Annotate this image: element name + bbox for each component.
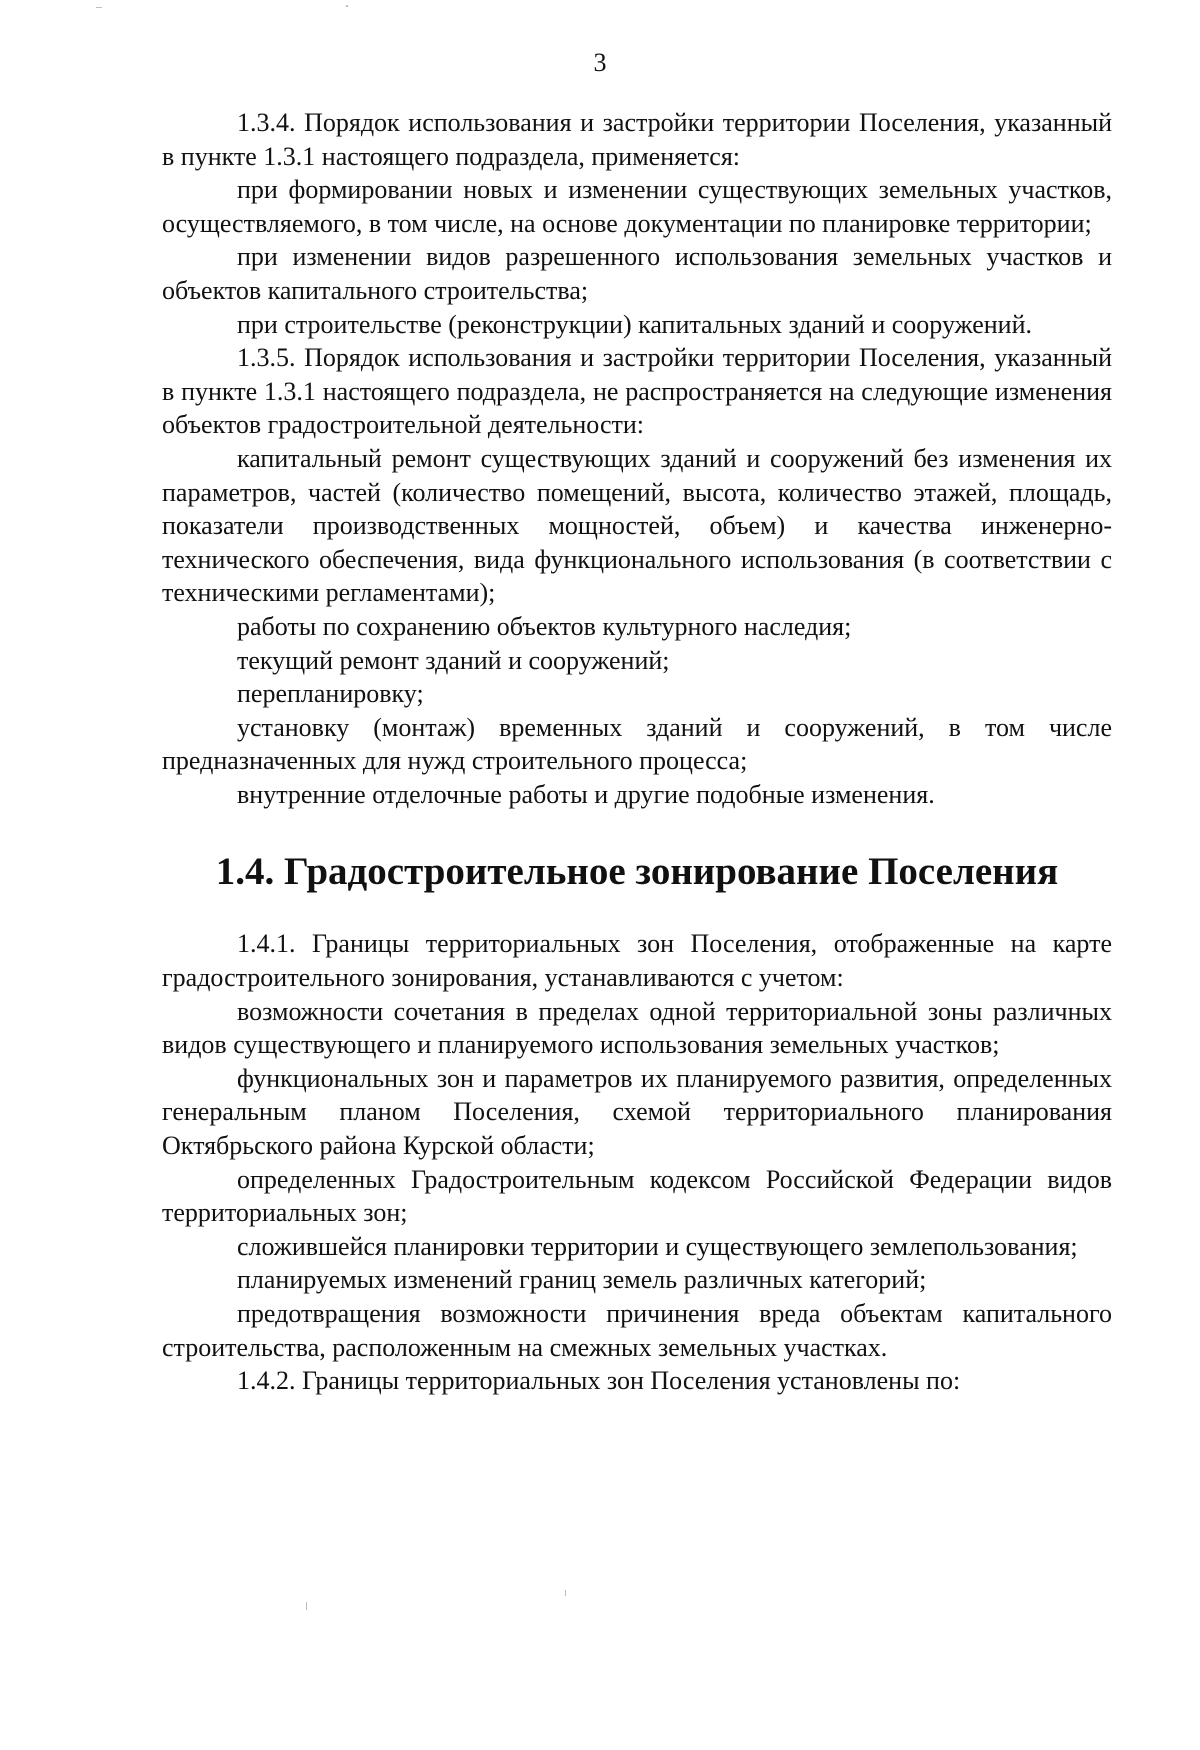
list-item-category-changes: планируемых изменений границ земель различных категорий;	[237, 1265, 927, 1295]
list-item-current-repair: текущий ремонт зданий и сооружений;	[237, 645, 670, 675]
list-item-harm-prevention: предотвращения возможности причинения вреда объектам капитального строительства, расположенным на смежных земельных участках.	[162, 1299, 1112, 1362]
list-item-combination-possibility: возможности сочетания в пределах одной территориальной зоны различных видов существующего и планируемого использования земельных участков;	[162, 996, 1112, 1060]
list-item-replanning: перепланировку;	[237, 679, 424, 709]
list-item-changing-use: при изменении видов разрешенного использования земельных участков и объектов капитального строительства;	[162, 242, 1112, 305]
scan-artifact	[306, 1602, 307, 1610]
document-body	[162, 106, 1112, 1398]
list-item-heritage-works: работы по сохранению объектов культурного наследия;	[237, 611, 852, 641]
list-item-functional-zones: функциональных зон и параметров их планируемого развития, определенных генеральным планом Поселения, схемой территориального планирования Октябрьского района Курской области;	[162, 1063, 1112, 1161]
list-item-capital-repair: капитальный ремонт существующих зданий и сооружений без изменения их параметров, частей (количество помещений, высота, количество этажей, площадь, показатели производственных мощностей, объем) и качества инженерно-технического обеспечения, вида функционального использования (в соответствии с техническими регламентами);	[162, 443, 1112, 608]
paragraph-1-4-1: 1.4.1. Границы территориальных зон Поселения, отображенные на карте градостроительного зонирования, устанавливаются с учетом:	[162, 929, 1112, 993]
section-heading-1-4: 1.4. Градостроительное зонирование Поселения	[215, 850, 1059, 894]
scan-artifact	[96, 7, 102, 8]
paragraph-1-3-5: 1.3.5. Порядок использования и застройки территории Поселения, указанный в пункте 1.3.1 настоящего подраздела, не распространяется на следующие изменения объектов градостроительной деятельности:	[162, 343, 1112, 440]
scan-artifact	[346, 5, 348, 7]
paragraph-1-4-2: 1.4.2. Границы территориальных зон Поселения установлены по:	[237, 1366, 961, 1396]
list-item-interior-works: внутренние отделочные работы и другие подобные изменения.	[237, 779, 935, 809]
scan-artifact	[565, 1590, 566, 1596]
list-item-temporary-buildings: установку (монтаж) временных зданий и сооружений, в том числе предназначенных для нужд строительного процесса;	[162, 712, 1112, 776]
page-number: 3	[593, 48, 607, 77]
list-item-forming-plots: при формировании новых и изменении существующих земельных участков, осуществляемого, в том числе, на основе документации по планировке территории;	[162, 175, 1112, 238]
paragraph-1-3-4: 1.3.4. Порядок использования и застройки территории Поселения, указанный в пункте 1.3.1 настоящего подраздела, применяется:	[162, 108, 1112, 171]
list-item-existing-planning: сложившейся планировки территории и существующего землепользования;	[237, 1231, 1078, 1261]
list-item-zone-types: определенных Градостроительным кодексом Российской Федерации видов территориальных зон;	[162, 1164, 1112, 1228]
list-item-construction: при строительстве (реконструкции) капитальных зданий и сооружений.	[237, 309, 1033, 339]
